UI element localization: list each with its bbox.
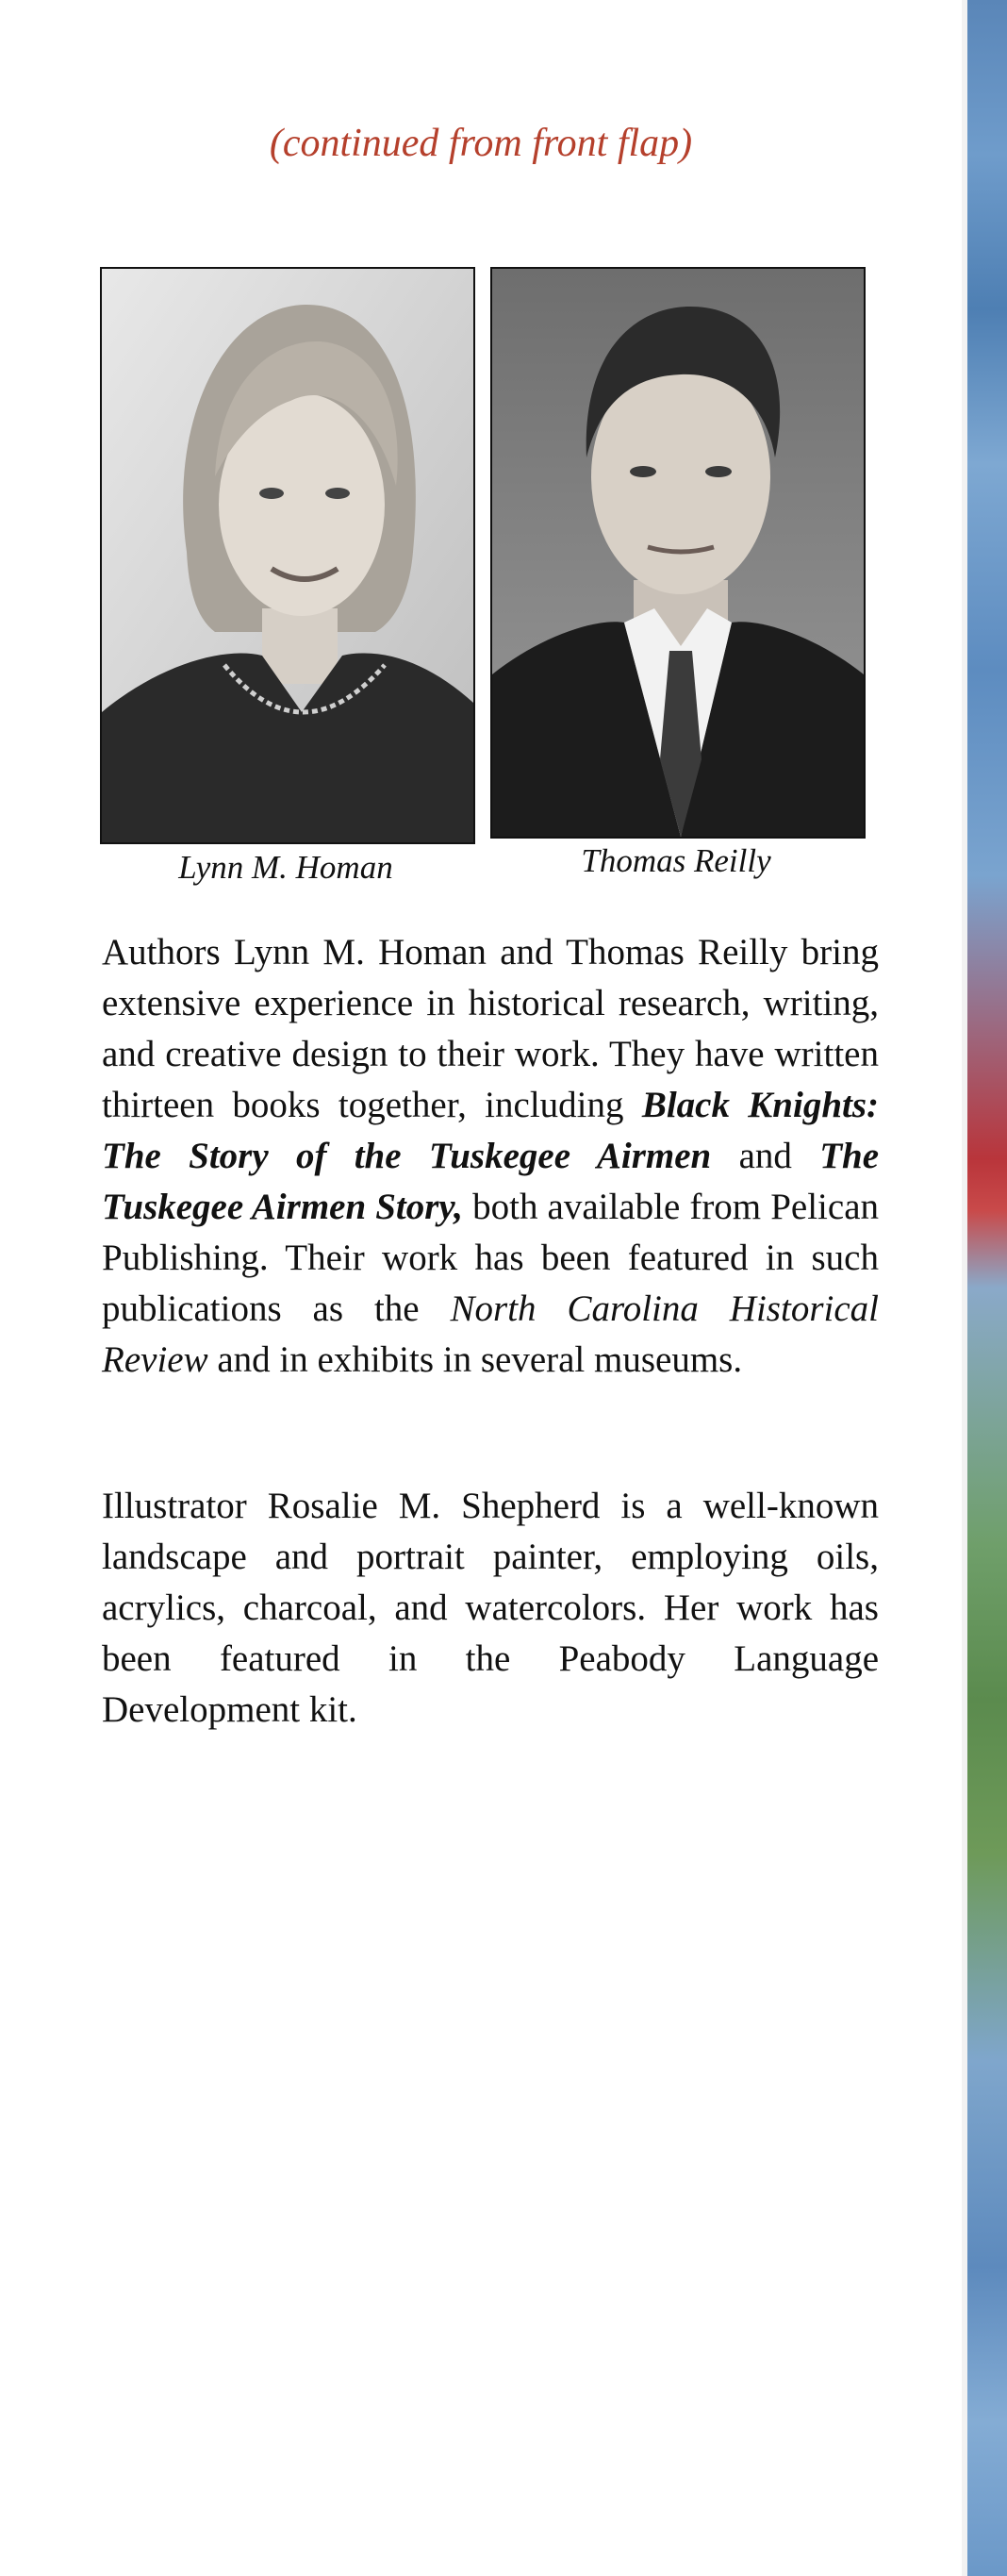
book-title-tuskegee-airmen-story: The Tuskegee Airmen Story, [102, 1136, 880, 1227]
portrait-man-illustration [492, 269, 864, 837]
authors-bio-text-2: and [711, 1136, 820, 1176]
illustrator-bio-paragraph: Illustrator Rosalie M. Shepherd is a well-known landscape and portrait painter, employing oils, acrylics, charcoal, and watercolors. Her work has been featured in the Peabody Language Development kit. [102, 1486, 879, 1730]
author-photo-reilly [490, 267, 866, 839]
authors-bio-text-1: Authors Lynn M. Homan and Thomas Reilly bring extensive experience in historical research, writing, and creative design to their work. They have written thirteen books together, including [102, 932, 879, 1125]
authors-bio-paragraph [102, 927, 879, 1386]
authors-bio-text-3: both available from Pelican Publishing. Their work has been featured in such publications as the [102, 1187, 880, 1329]
book-title-black-knights: Black Knights: The Story of the Tuskegee Airmen [102, 1085, 880, 1176]
photo-caption-homan: Lynn M. Homan [178, 849, 393, 886]
authors-bio-text-4: and in exhibits in several museums. [207, 1339, 743, 1380]
author-photo-homan [100, 267, 475, 844]
portrait-woman-illustration [102, 269, 473, 842]
cover-edge-artwork [962, 0, 1007, 2576]
journal-title: North Carolina Historical Review [102, 1288, 879, 1380]
flap-heading: (continued from front flap) [269, 122, 693, 165]
photo-caption-reilly: Thomas Reilly [581, 842, 771, 879]
